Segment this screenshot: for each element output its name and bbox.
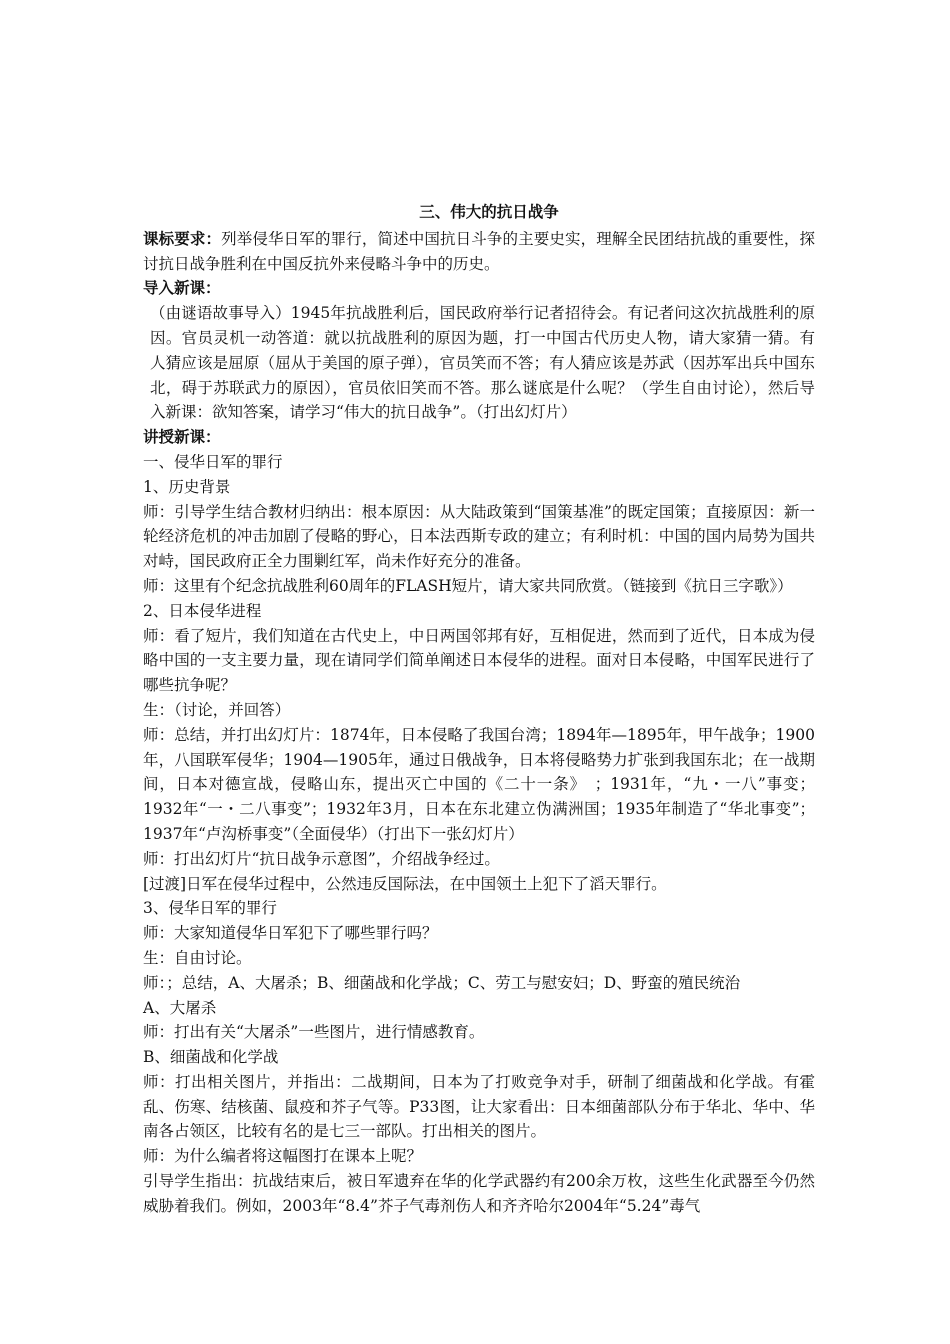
subsection-heading-1: 1、历史背景	[143, 477, 231, 496]
kebiao-label: 课标要求：	[143, 229, 222, 248]
body-paragraph: 师：打出有关“大屠杀”一些图片，进行情感教育。	[143, 1023, 485, 1042]
section-heading-1: 一、侵华日军的罪行	[143, 452, 283, 471]
body-paragraph: 师：这里有个纪念抗战胜利60周年的FLASH短片，请大家共同欣赏。（链接到《抗日三字歌》）	[143, 576, 793, 595]
body-paragraph: 师：；总结，A、大屠杀；B、细菌战和化学战；C、劳工与慰安妇；D、野蛮的殖民统治	[143, 973, 741, 992]
subsection-heading-3: 3、侵华日军的罪行	[143, 899, 277, 918]
body-paragraph: 师：为什么编者将这幅图打在课本上呢？	[143, 1147, 423, 1166]
body-paragraph: 引导学生指出：抗战结束后，被日军遗弃在华的化学武器约有200余万枚，这些生化武器至今仍然威胁着我们。例如，2003年“8.4”芥子气毒剂伤人和齐齐哈尔2004年“5.24”毒气	[143, 1172, 815, 1215]
body-paragraph: 师：总结，并打出幻灯片：1874年，日本侵略了我国台湾；1894年—1895年，甲午战争；1900年，八国联军侵华；1904—1905年，通过日俄战争，日本将侵略势力扩张到我国东北；在一战期间，日本对德宣战，侵略山东，提出灭亡中国的《二十一条》 ；1931年，“九・一八”事变；1932年“一・二八事变”；1932年3月，日本在东北建立伪满洲国；1935年制造了“华北事变”；1937年“卢沟桥事变”（全面侵华）（打出下一张幻灯片）	[143, 725, 815, 843]
daoru-block	[143, 301, 815, 425]
item-heading-a: A、大屠杀	[143, 998, 217, 1017]
daoru-paragraph: （由谜语故事导入）1945年抗战胜利后，国民政府举行记者招待会。有记者问这次抗战胜利的原因。官员灵机一动答道：就以抗战胜利的原因为题，打一中国古代历史人物，请大家猜一猜。有人猜应该是屈原（屈从于美国的原子弹），官员笑而不答；有人猜应该是苏武（因苏军出兵中国东北，碍于苏联武力的原因），官员依旧笑而不答。那么谜底是什么呢？（学生自由讨论），然后导入新课：欲知答案，请学习“伟大的抗日战争”。（打出幻灯片）	[150, 304, 815, 422]
body-paragraph: 生：（讨论，并回答）	[143, 700, 291, 719]
body-paragraph: 师：引导学生结合教材归纳出：根本原因：从大陆政策到“国策基准”的既定国策；直接原因：新一轮经济危机的冲击加剧了侵略的野心，日本法西斯专政的建立；有利时机：中国的国内局势为国共对峙，国民政府正全力围剿红军，尚未作好充分的准备。	[143, 502, 815, 571]
kebiao-text: 列举侵华日军的罪行，简述中国抗日斗争的主要史实，理解全民团结抗战的重要性，探讨抗日战争胜利在中国反抗外来侵略斗争中的历史。	[143, 229, 815, 273]
body-paragraph: 师：大家知道侵华日军犯下了哪些罪行吗？	[143, 924, 438, 943]
kebiao-paragraph	[143, 227, 815, 277]
jiangshou-heading: 讲授新课：	[143, 428, 221, 447]
body-paragraph: 师：打出相关图片，并指出：二战期间，日本为了打败竞争对手，研制了细菌战和化学战。有霍乱、伤寒、结核菌、鼠疫和芥子气等。P33图，让大家看出：日本细菌部队分布于华北、华中、华南各占领区，比较有名的是七三一部队。打出相关的图片。	[143, 1072, 815, 1141]
daoru-heading: 导入新课：	[143, 279, 221, 298]
transition-paragraph: [过渡]日军在侵华过程中，公然违反国际法，在中国领土上犯下了滔天罪行。	[143, 874, 667, 893]
subsection-heading-2: 2、日本侵华进程	[143, 601, 262, 620]
page-title: 三、伟大的抗日战争	[419, 203, 559, 221]
body-paragraph: 师：看了短片，我们知道在古代史上，中日两国邻邦有好，互相促进，然而到了近代，日本成为侵略中国的一支主要力量，现在请同学们简单阐述日本侵华的进程。面对日本侵略，中国军民进行了哪些抗争呢？	[143, 626, 815, 695]
body-paragraph: 生：自由讨论。	[143, 948, 252, 967]
body-paragraph: 师：打出幻灯片“抗日战争示意图”，介绍战争经过。	[143, 849, 500, 868]
document-body	[143, 200, 815, 1219]
item-heading-b: B、细菌战和化学战	[143, 1048, 279, 1067]
